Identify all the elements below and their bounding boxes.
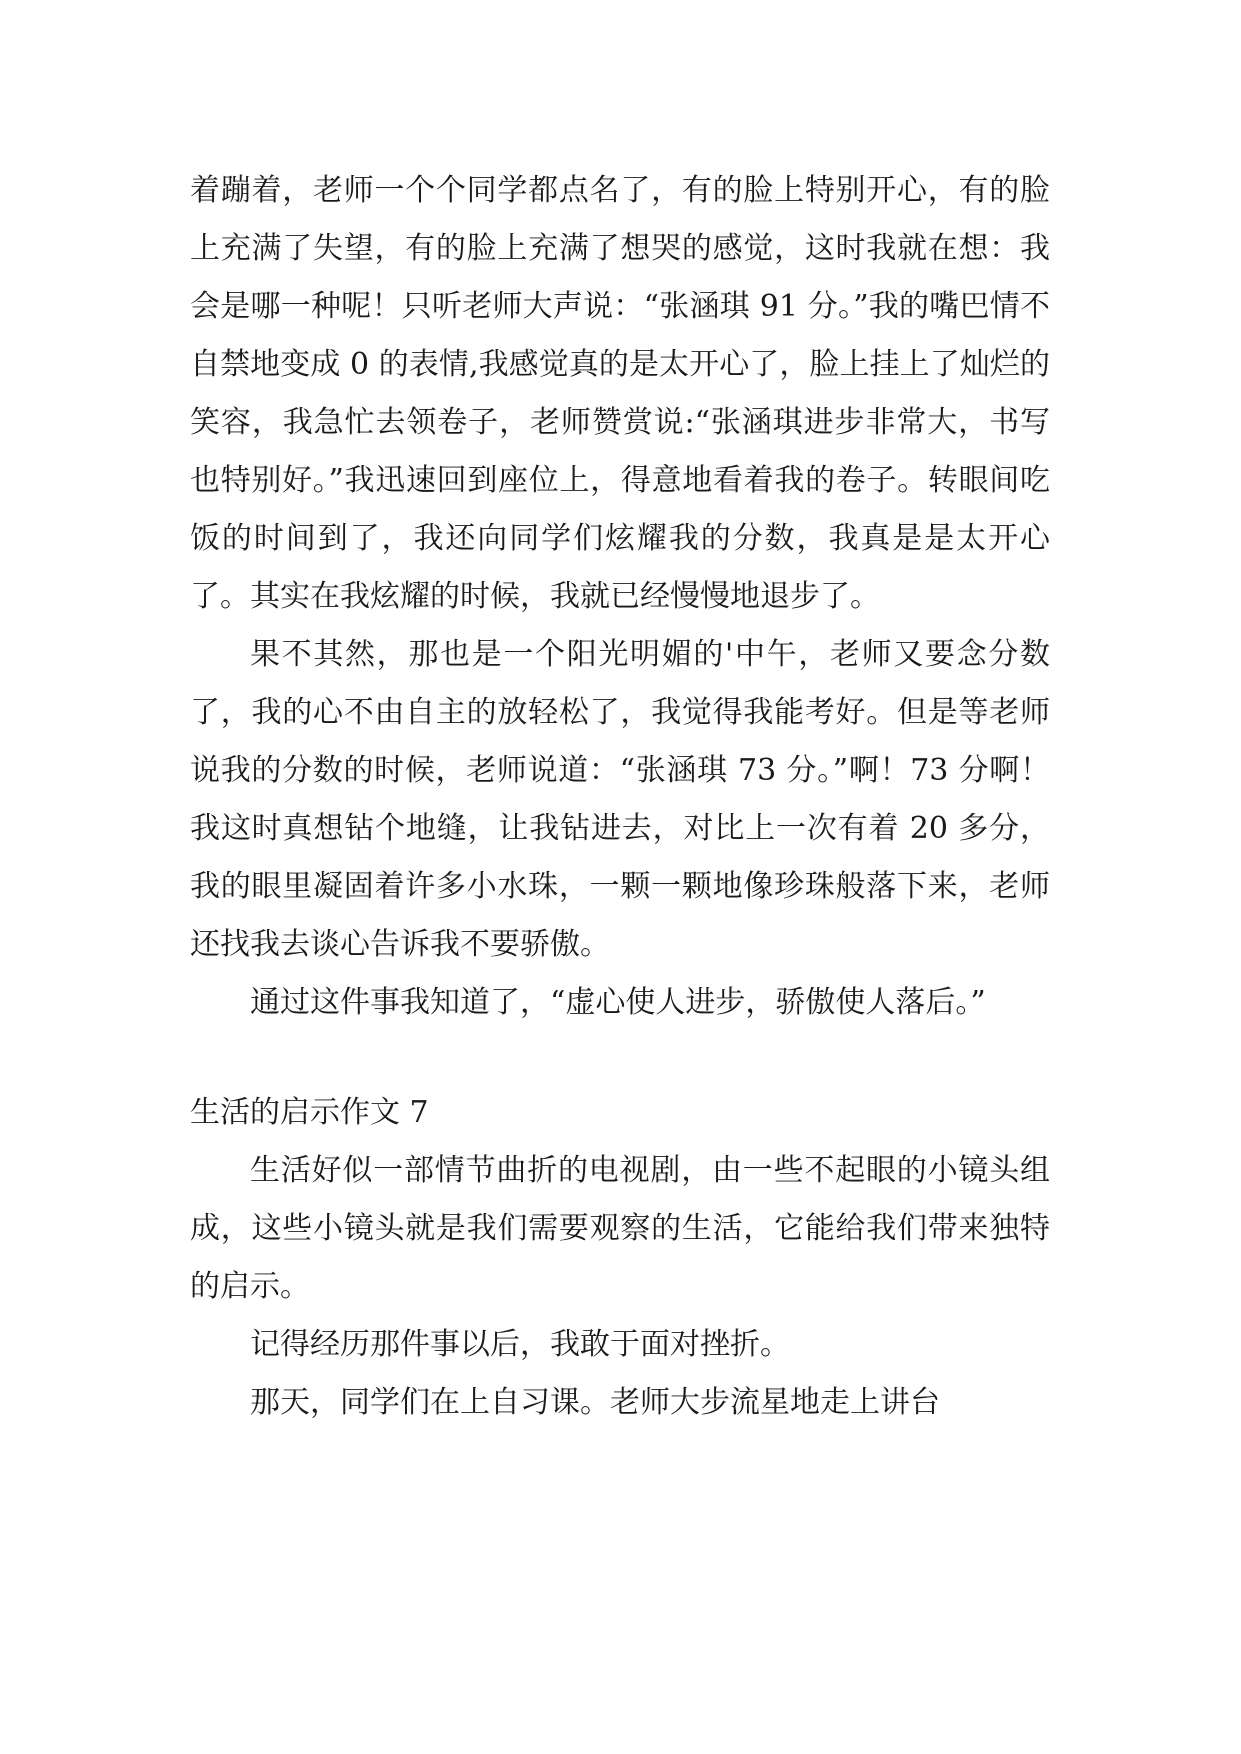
- paragraph: 记得经历那件事以后，我敢于面对挫折。: [250, 1327, 790, 1362]
- paragraph: 那天，同学们在上自习课。老师大步流星地走上讲台: [250, 1385, 940, 1420]
- paragraph: 果不其然，那也是一个阳光明媚的'中午，老师又要念分数了，我的心不由自主的放轻松了，我觉得我能考好。但是等老师说我的分数的时候，老师说道：“张涵琪 73 分。”啊！73 分啊！我这时真想钻个地缝，让我钻进去，对比上一次有着 20 多分，我的眼里凝固着许多小水珠，一颗一颗地像珍珠般落下来，老师还找我去谈心告诉我不要骄傲。: [190, 637, 1050, 962]
- document-body: [190, 162, 1050, 1432]
- paragraph: 通过这件事我知道了，“虚心使人进步，骄傲使人落后。”: [250, 985, 986, 1020]
- paragraph: 生活好似一部情节曲折的电视剧，由一些不起眼的小镜头组成，这些小镜头就是我们需要观察的生活，它能给我们带来独特的启示。: [190, 1153, 1050, 1304]
- paragraph-continuation: 着蹦着，老师一个个同学都点名了，有的脸上特别开心，有的脸上充满了失望，有的脸上充满了想哭的感觉，这时我就在想：我会是哪一种呢！只听老师大声说：“张涵琪 91 分。”我的嘴巴情不自禁地变成 0 的表情,我感觉真的是太开心了，脸上挂上了灿烂的笑容，我急忙去领卷子，老师赞赏说:“张涵琪进步非常大，书写也特别好。”我迅速回到座位上，得意地看着我的卷子。转眼间吃饭的时间到了，我还向同学们炫耀我的分数，我真是是太开心了。其实在我炫耀的时候，我就已经慢慢地退步了。: [190, 173, 1050, 614]
- section-title: 生活的启示作文 7: [190, 1095, 429, 1130]
